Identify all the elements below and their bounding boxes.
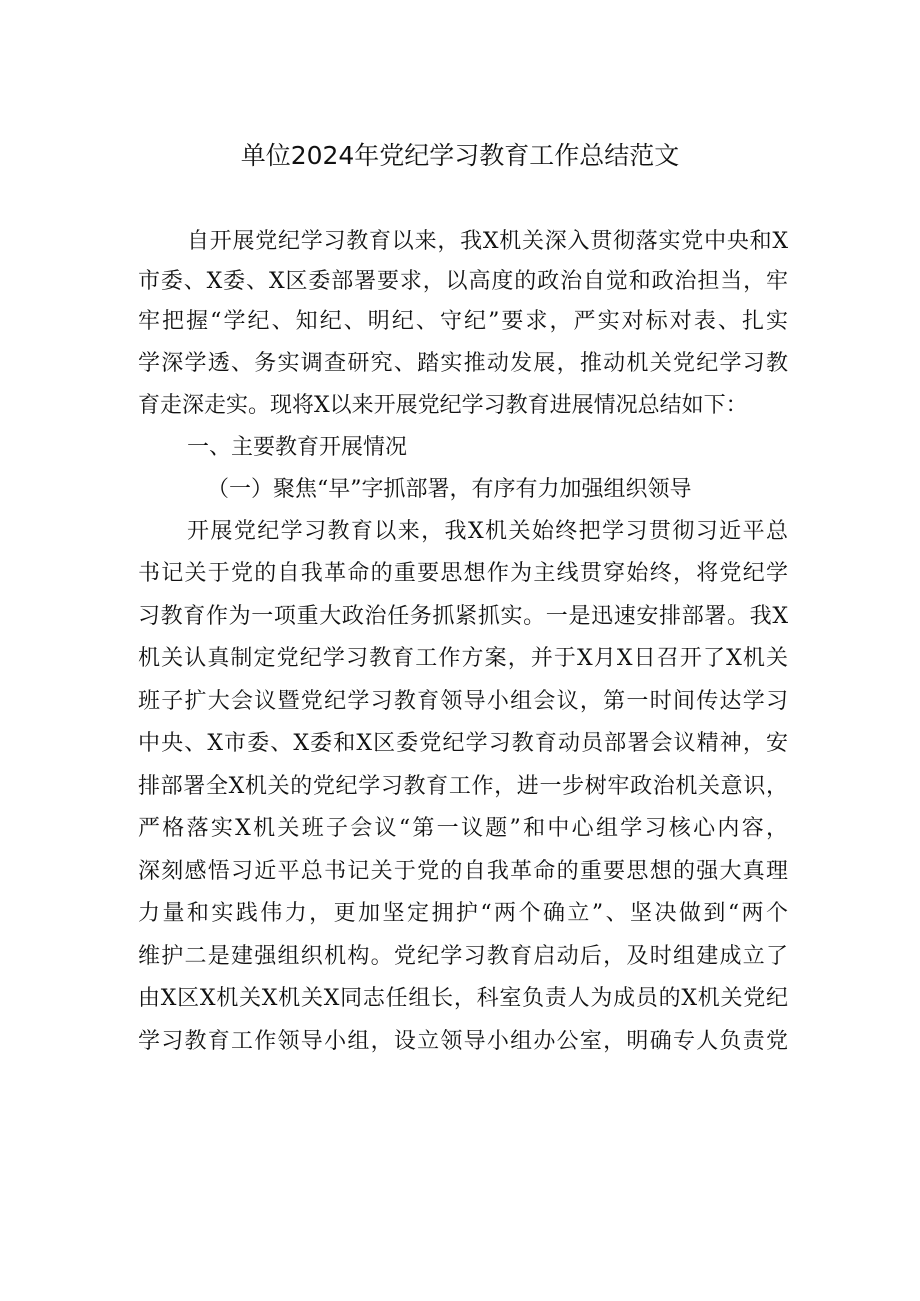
paragraph-line: 维护二是建强组织机构。党纪学习教育启动后，及时组建成立了: [138, 944, 788, 969]
section-heading: 一、主要教育开展情况: [187, 435, 408, 460]
paragraph-line: 力量和实践伟力，更加坚定拥护“两个确立”、坚决做到“两个: [138, 901, 788, 926]
paragraph-line: 由X区X机关X机关X同志任组长，科室负责人为成员的X机关党纪: [138, 986, 788, 1011]
paragraph-line: 习教育作为一项重大政治任务抓紧抓实。一是迅速安排部署。我X: [138, 604, 788, 629]
paragraph-line: 机关认真制定党纪学习教育工作方案，并于X月X日召开了X机关: [138, 646, 788, 671]
paragraph-line: 牢把握“学纪、知纪、明纪、守纪”要求，严实对标对表、扎实: [138, 309, 788, 334]
paragraph-line: 排部署全X机关的党纪学习教育工作，进一步树牢政治机关意识，: [138, 774, 788, 799]
paragraph-line: 学深学透、务实调查研究、踏实推动发展，推动机关党纪学习教: [138, 351, 788, 376]
subsection-heading: （一）聚焦“早”字抓部署，有序有力加强组织领导: [207, 477, 692, 502]
paragraph-line: 自开展党纪学习教育以来，我X机关深入贯彻落实党中央和X: [187, 229, 788, 254]
paragraph-line: 市委、X委、X区委部署要求，以高度的政治自觉和政治担当，牢: [138, 269, 788, 294]
paragraph-line: 中央、X市委、X委和X区委党纪学习教育动员部署会议精神，安: [138, 731, 788, 756]
paragraph-line: 班子扩大会议暨党纪学习教育领导小组会议，第一时间传达学习: [138, 689, 788, 714]
paragraph-line: 书记关于党的自我革命的重要思想作为主线贯穿始终，将党纪学: [138, 561, 788, 586]
paragraph-line: 学习教育工作领导小组，设立领导小组办公室，明确专人负责党: [138, 1029, 788, 1054]
document-title: 单位2024年党纪学习教育工作总结范文: [240, 141, 680, 170]
paragraph-line: 深刻感悟习近平总书记关于党的自我革命的重要思想的强大真理: [138, 859, 788, 884]
paragraph-line: 育走深走实。现将X以来开展党纪学习教育进展情况总结如下：: [138, 393, 748, 418]
paragraph-line: 开展党纪学习教育以来，我X机关始终把学习贯彻习近平总: [187, 519, 788, 544]
paragraph-line: 严格落实X机关班子会议“第一议题”和中心组学习核心内容，: [138, 816, 788, 841]
